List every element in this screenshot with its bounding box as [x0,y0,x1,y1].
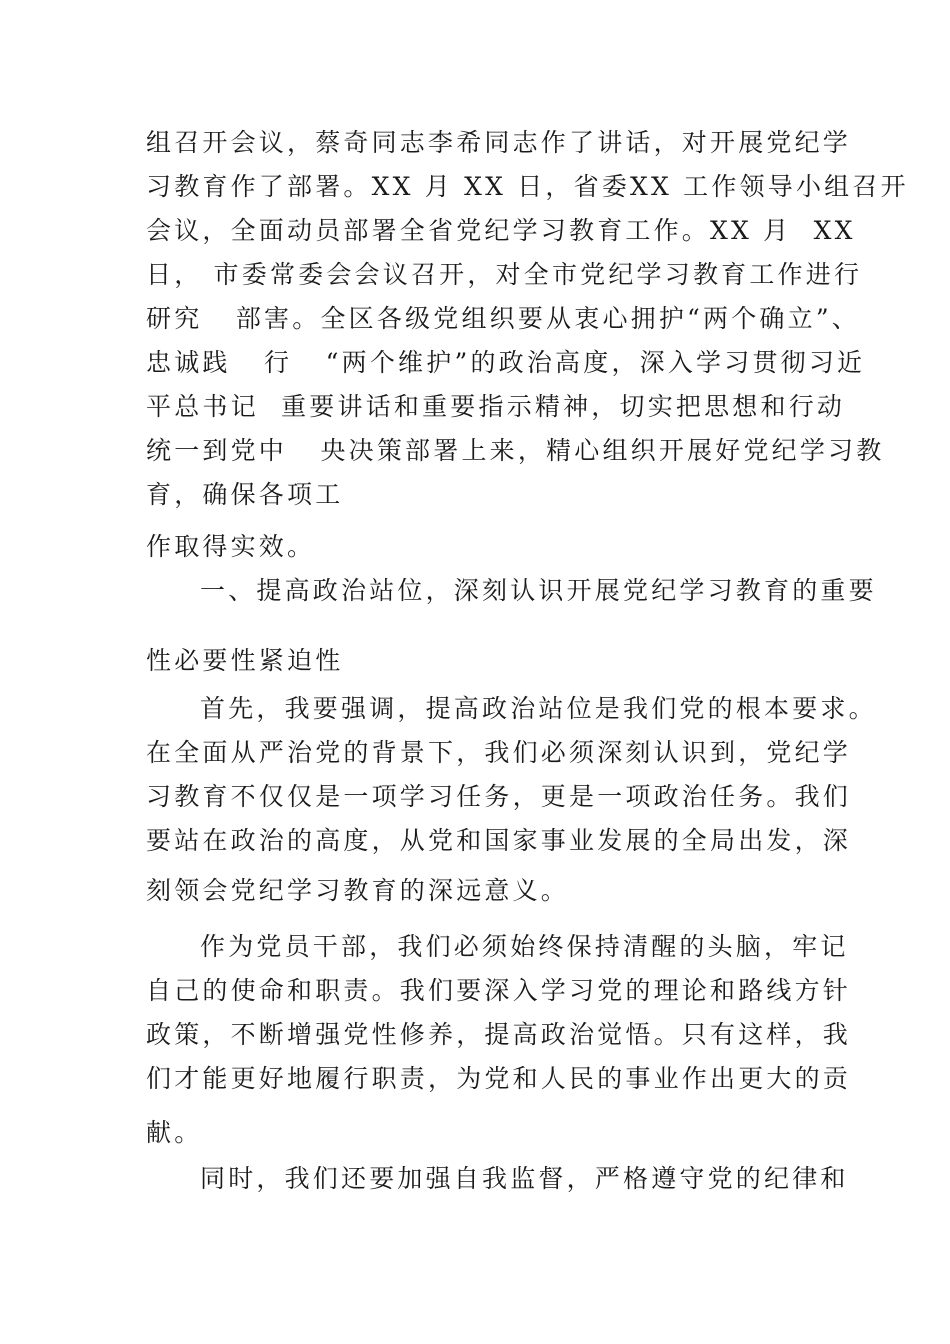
text-line: 平总书记 重要讲话和重要指示精神，切实把思想和行动 [146,392,846,421]
paragraph-start: 同时，我们还要加强自我监督，严格遵守党的纪律和 [200,1164,849,1193]
text-line: 育，确保各项工 [146,480,344,509]
text-line: 们才能更好地履行职责，为党和人民的事业作出更大的贡 [146,1064,852,1093]
text-line: 在全面从严治党的背景下，我们必须深刻认识到，党纪学 [146,738,852,767]
text-line: 作取得实效。 [146,532,316,561]
text-line: 自己的使命和职责。我们要深入学习党的理论和路线方针 [146,976,852,1005]
paragraph-start: 首先，我要强调，提高政治站位是我们党的根本要求。 [200,694,877,723]
text-line: 组召开会议，蔡奇同志李希同志作了讲话，对开展党纪学 [146,128,852,157]
text-line: 统一到党中 央决策部署上来，精心组织开展好党纪学习教 [146,436,885,465]
text-line: 忠诚践 行 “两个维护”的政治高度，深入学习贯彻习近 [146,348,866,377]
text-line: 习教育作了部署。XX 月 XX 日，省委XX 工作领导小组召开 [146,172,909,201]
text-line: 刻领会党纪学习教育的深远意义。 [146,876,570,905]
text-line: 习教育不仅仅是一项学习任务，更是一项政治任务。我们 [146,782,852,811]
text-line: 献。 [146,1118,203,1147]
text-line: 日， 市委常委会会议召开，对全市党纪学习教育工作进行 [146,260,863,289]
section-heading: 一、提高政治站位，深刻认识开展党纪学习教育的重要 [200,576,877,605]
text-line: 会议，全面动员部署全省党纪学习教育工作。XX 月 XX [146,216,856,245]
text-line: 政策，不断增强党性修养，提高政治觉悟。只有这样，我 [146,1020,852,1049]
text-line: 要站在政治的高度，从党和国家事业发展的全局出发，深 [146,826,852,855]
paragraph-start: 作为党员干部，我们必须始终保持清醒的头脑，牢记 [200,932,849,961]
text-line: 研究 部害。全区各级党组织要从衷心拥护“两个确立”、 [146,304,861,333]
section-heading-continuation: 性必要性紧迫性 [146,646,344,675]
